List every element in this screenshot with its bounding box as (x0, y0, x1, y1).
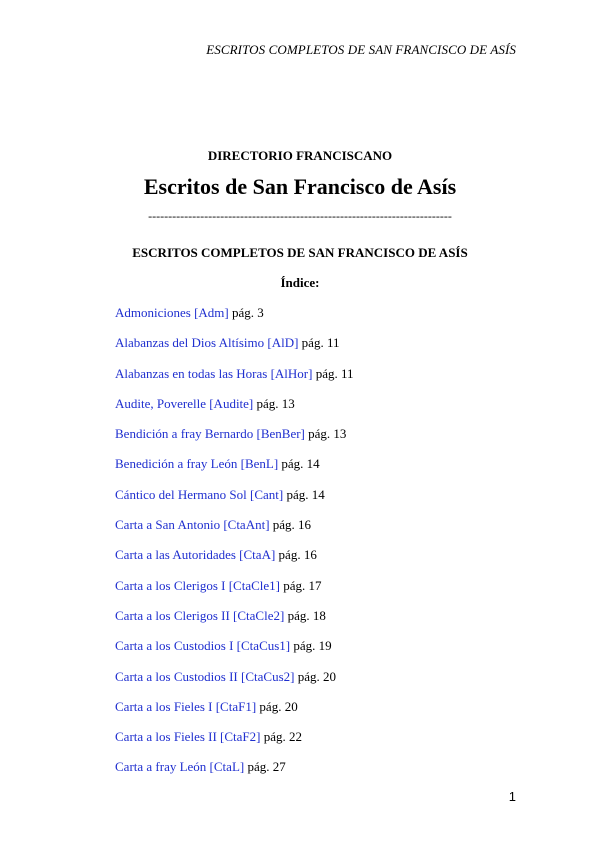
toc-page-ref: pág. 13 (304, 426, 347, 442)
index-heading: Índice: (280, 275, 320, 290)
toc-link[interactable]: Carta a los Clerigos I [CtaCle1] (115, 577, 280, 593)
toc-page-ref: pág. 14 (283, 486, 325, 502)
toc-link[interactable]: Carta a los Fieles I [CtaF1] (115, 698, 257, 714)
toc-page-ref: pág. 27 (244, 759, 286, 775)
toc-item (115, 729, 354, 759)
toc-link[interactable]: Carta a los Fieles II [CtaF2] (115, 729, 261, 745)
toc-link[interactable]: Benedición a fray León [BenL] (115, 456, 279, 472)
toc-item (115, 456, 354, 486)
toc-link[interactable]: Alabanzas del Dios Altísimo [AlD] (115, 335, 299, 351)
running-header: ESCRITOS COMPLETOS DE SAN FRANCISCO DE ASÍS (206, 42, 516, 57)
toc-link[interactable]: Admoniciones [Adm] (115, 305, 229, 320)
toc-page-ref: pág. 22 (260, 729, 303, 745)
toc-item (115, 335, 354, 365)
document-subtitle: ESCRITOS COMPLETOS DE SAN FRANCISCO DE ASÍS (132, 245, 468, 260)
toc-page-ref: pág. 16 (275, 547, 317, 563)
toc-page-ref: pág. 11 (312, 365, 354, 381)
toc-item (115, 487, 354, 517)
table-of-contents (115, 305, 354, 790)
page-number: 1 (508, 789, 516, 804)
toc-page-ref: pág. 14 (278, 456, 320, 472)
toc-page-ref: pág. 13 (253, 395, 295, 411)
toc-item (115, 517, 354, 547)
toc-item (115, 759, 354, 789)
toc-item (115, 608, 354, 638)
page-title: Escritos de San Francisco de Asís (143, 174, 457, 199)
toc-item (115, 366, 354, 396)
toc-item (115, 669, 354, 699)
toc-link[interactable]: Audite, Poverelle [Audite] (115, 395, 254, 411)
separator-line: ---------------------------------------------------------------------------- (148, 209, 452, 223)
toc-link[interactable]: Carta a los Custodios II [CtaCus2] (115, 668, 295, 684)
toc-link[interactable]: Alabanzas en todas las Horas [AlHor] (115, 365, 313, 381)
toc-page-ref: pág. 20 (294, 668, 336, 684)
toc-item (115, 396, 354, 426)
toc-page-ref: pág. 18 (284, 607, 326, 623)
toc-link[interactable]: Carta a fray León [CtaL] (115, 759, 245, 775)
toc-link[interactable]: Cántico del Hermano Sol [Cant] (115, 486, 284, 502)
toc-item (115, 426, 354, 456)
toc-link[interactable]: Carta a San Antonio [CtaAnt] (115, 517, 270, 533)
toc-item (115, 547, 354, 577)
toc-page-ref: pág. 11 (298, 335, 340, 351)
toc-item (115, 699, 354, 729)
toc-item (115, 305, 354, 335)
toc-page-ref: pág. 17 (280, 577, 322, 593)
toc-page-ref: pág. 3 (228, 305, 264, 320)
toc-page-ref: pág. 19 (290, 638, 332, 654)
toc-item (115, 638, 354, 668)
toc-item (115, 578, 354, 608)
toc-link[interactable]: Bendición a fray Bernardo [BenBer] (115, 426, 305, 442)
toc-page-ref: pág. 20 (256, 698, 298, 714)
toc-link[interactable]: Carta a las Autoridades [CtaA] (115, 547, 276, 563)
directory-label: DIRECTORIO FRANCISCANO (207, 148, 393, 163)
toc-link[interactable]: Carta a los Custodios I [CtaCus1] (115, 638, 291, 654)
toc-link[interactable]: Carta a los Clerigos II [CtaCle2] (115, 607, 285, 623)
toc-page-ref: pág. 16 (269, 517, 312, 533)
